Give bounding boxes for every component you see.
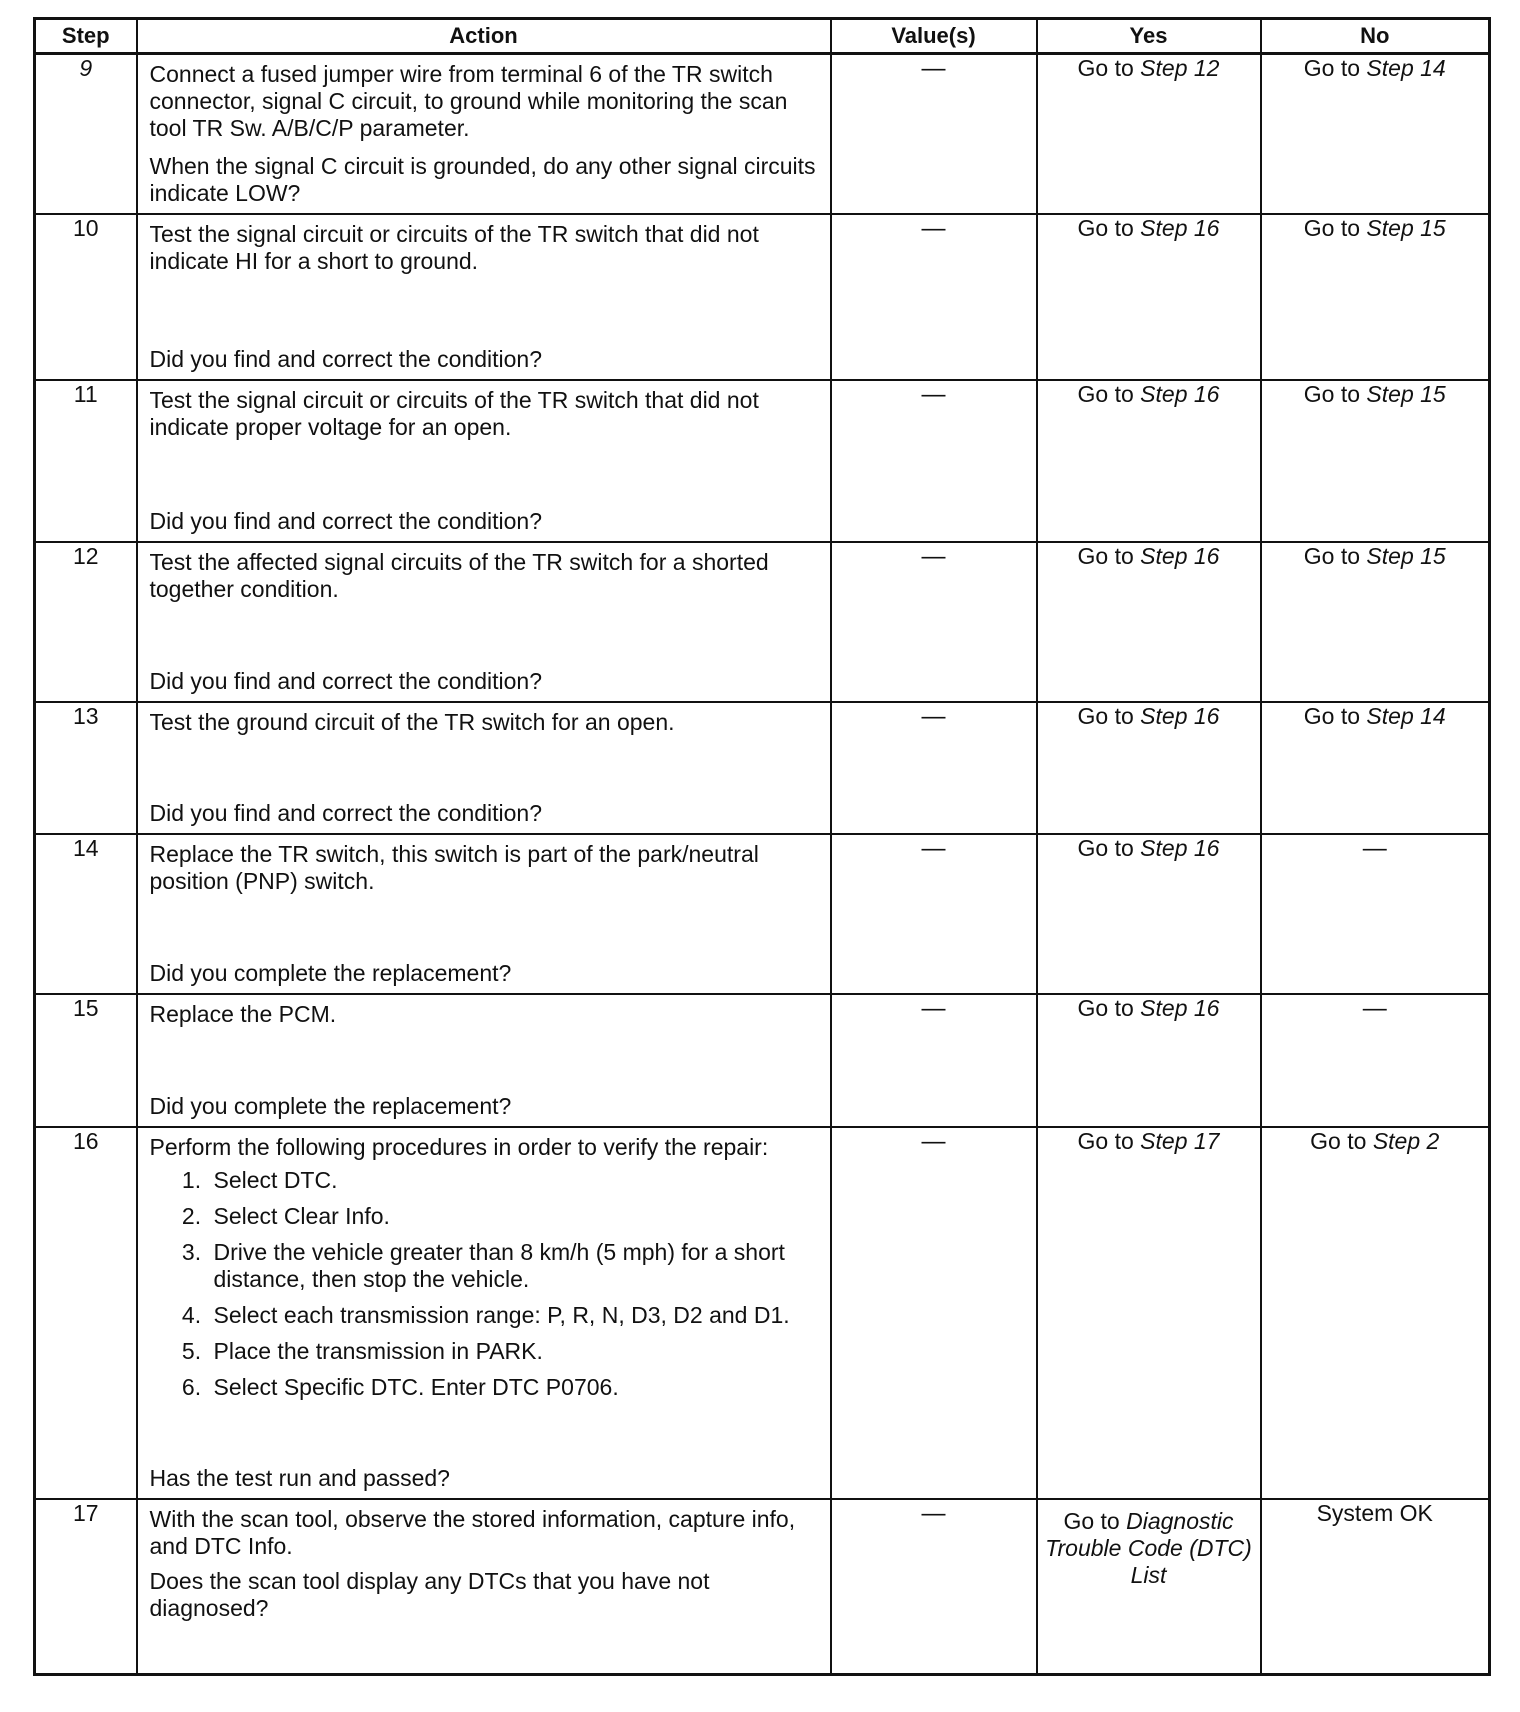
yes-cell[interactable]	[1037, 994, 1261, 1127]
procedure-step: 1. Select DTC.	[208, 1167, 822, 1194]
header-step: Step	[35, 19, 137, 54]
action-cell	[137, 380, 831, 542]
no-cell: —	[1261, 834, 1490, 994]
procedure-step: 5. Place the transmission in PARK.	[208, 1338, 822, 1365]
action-instruction: Test the signal circuit or circuits of the TR switch that did not indicate proper voltage for an open.	[149, 386, 759, 440]
no-step-link[interactable]: Step 15	[1366, 380, 1446, 407]
action-instruction: Test the signal circuit or circuits of the TR switch that did not indicate HI for a short to ground.	[149, 220, 759, 274]
header-yes: Yes	[1037, 19, 1261, 54]
no-step-link[interactable]: Step 15	[1366, 542, 1446, 569]
yes-cell[interactable]	[1037, 1499, 1261, 1675]
action-question: Did you find and correct the condition?	[149, 799, 543, 826]
step-number: 14	[35, 834, 137, 994]
yes-go-to: Go to	[1077, 542, 1134, 569]
step-number: 17	[35, 1499, 137, 1675]
no-cell[interactable]	[1261, 54, 1490, 214]
header-row	[35, 19, 1490, 54]
no-cell[interactable]	[1261, 380, 1490, 542]
diagnostic-table	[33, 17, 1491, 1676]
action-question: Did you find and correct the condition?	[149, 345, 543, 372]
action-cell	[137, 994, 831, 1127]
value-cell: —	[831, 834, 1037, 994]
value-cell: —	[831, 1499, 1037, 1675]
no-step-link[interactable]: Step 14	[1366, 55, 1446, 81]
action-question: Did you find and correct the condition?	[149, 667, 543, 694]
action-instruction: Test the ground circuit of the TR switch for an open.	[149, 708, 675, 735]
no-cell: System OK	[1261, 1499, 1490, 1675]
procedure-step: 3. Drive the vehicle greater than 8 km/h (5 mph) for a short distance, then stop the vehicle.	[208, 1239, 822, 1293]
table-row-step-13	[35, 702, 1490, 834]
yes-cell[interactable]	[1037, 380, 1261, 542]
yes-step-link[interactable]: Step 12	[1140, 55, 1220, 81]
step-number: 15	[35, 994, 137, 1127]
diagnostic-table-sheet	[33, 17, 1488, 1676]
action-cell	[137, 1499, 831, 1675]
yes-go-to: Go to	[1077, 1127, 1134, 1154]
yes-cell[interactable]	[1037, 834, 1261, 994]
value-cell: —	[831, 214, 1037, 380]
action-instruction: Replace the TR switch, this switch is part of the park/neutral position (PNP) switch.	[149, 840, 759, 894]
yes-step-link[interactable]: Step 16	[1140, 994, 1220, 1021]
yes-step-link[interactable]: Step 16	[1140, 834, 1220, 861]
action-question: Has the test run and passed?	[149, 1464, 450, 1491]
no-go-to: Go to	[1303, 380, 1361, 407]
action-intro: Perform the following procedures in order to verify the repair:	[149, 1133, 769, 1160]
table-row-step-16	[35, 1127, 1490, 1499]
no-go-to: Go to	[1303, 55, 1361, 81]
yes-go-to: Go to	[1077, 994, 1134, 1021]
no-cell[interactable]	[1261, 1127, 1490, 1499]
step-number: 16	[35, 1127, 137, 1499]
no-go-to: Go to	[1303, 702, 1361, 729]
header-no: No	[1261, 19, 1490, 54]
value-cell: —	[831, 380, 1037, 542]
table-row-step-9	[35, 54, 1490, 214]
yes-go-to: Go to	[1077, 702, 1134, 729]
action-cell	[137, 702, 831, 834]
no-go-to: Go to	[1303, 214, 1361, 241]
procedure-list	[150, 1167, 822, 1401]
action-instruction: Connect a fused jumper wire from terminal 6 of the TR switch connector, signal C circuit, to ground while monitoring the scan tool TR Sw. A/B/C/P parameter.	[149, 61, 788, 141]
action-question: Did you complete the replacement?	[149, 1092, 512, 1119]
no-cell: —	[1261, 994, 1490, 1127]
no-step-link[interactable]: Step 15	[1366, 214, 1446, 241]
step-number: 10	[35, 214, 137, 380]
value-cell: —	[831, 54, 1037, 214]
yes-go-to: Go to	[1077, 834, 1134, 861]
yes-step-link[interactable]: Step 16	[1140, 214, 1220, 241]
action-instruction: With the scan tool, observe the stored information, capture info, and DTC Info.	[149, 1505, 796, 1559]
action-instruction: Replace the PCM.	[149, 1000, 337, 1027]
dtc-list-link[interactable]: Diagnostic Trouble Code (DTC) List	[1045, 1507, 1252, 1588]
action-question: When the signal C circuit is grounded, do any other signal circuits indicate LOW?	[149, 153, 816, 206]
no-step-link[interactable]: Step 14	[1366, 702, 1446, 729]
value-cell: —	[831, 702, 1037, 834]
table-row-step-15	[35, 994, 1490, 1127]
value-cell: —	[831, 542, 1037, 702]
action-instruction: Test the affected signal circuits of the TR switch for a shorted together condition.	[149, 548, 769, 602]
procedure-step: 4. Select each transmission range: P, R, N, D3, D2 and D1.	[208, 1302, 822, 1329]
action-cell	[137, 542, 831, 702]
action-question: Did you find and correct the condition?	[149, 507, 543, 534]
action-question: Does the scan tool display any DTCs that you have not diagnosed?	[149, 1567, 710, 1621]
no-go-to: Go to	[1303, 542, 1361, 569]
value-cell: —	[831, 1127, 1037, 1499]
step-number: 9	[35, 54, 137, 214]
no-cell[interactable]	[1261, 542, 1490, 702]
no-cell[interactable]	[1261, 214, 1490, 380]
action-cell	[137, 834, 831, 994]
table-row-step-11	[35, 380, 1490, 542]
yes-cell[interactable]	[1037, 214, 1261, 380]
yes-cell[interactable]	[1037, 1127, 1261, 1499]
action-cell	[137, 1127, 831, 1499]
header-action: Action	[137, 19, 831, 54]
procedure-step: 6. Select Specific DTC. Enter DTC P0706.	[208, 1374, 822, 1401]
action-question: Did you complete the replacement?	[149, 959, 512, 986]
value-cell: —	[831, 994, 1037, 1127]
action-cell	[137, 214, 831, 380]
yes-go-to: Go to	[1077, 55, 1134, 81]
header-values: Value(s)	[831, 19, 1037, 54]
yes-go-to: Go to	[1063, 1507, 1120, 1534]
step-number: 11	[35, 380, 137, 542]
yes-cell[interactable]	[1037, 54, 1261, 214]
step-number: 12	[35, 542, 137, 702]
no-step-link[interactable]: Step 2	[1372, 1127, 1440, 1154]
yes-step-link[interactable]: Step 16	[1140, 542, 1220, 569]
yes-go-to: Go to	[1077, 380, 1134, 407]
table-row-step-10	[35, 214, 1490, 380]
procedure-step: 2. Select Clear Info.	[208, 1203, 822, 1230]
action-cell	[137, 54, 831, 214]
yes-step-link[interactable]: Step 16	[1140, 702, 1220, 729]
table-row-step-12	[35, 542, 1490, 702]
table-row-step-17	[35, 1499, 1490, 1675]
no-go-to: Go to	[1310, 1127, 1367, 1154]
table-row-step-14	[35, 834, 1490, 994]
yes-step-link[interactable]: Step 17	[1140, 1127, 1220, 1154]
step-number: 13	[35, 702, 137, 834]
yes-cell[interactable]	[1037, 542, 1261, 702]
yes-go-to: Go to	[1077, 214, 1134, 241]
yes-cell[interactable]	[1037, 702, 1261, 834]
yes-step-link[interactable]: Step 16	[1140, 380, 1220, 407]
no-cell[interactable]	[1261, 702, 1490, 834]
